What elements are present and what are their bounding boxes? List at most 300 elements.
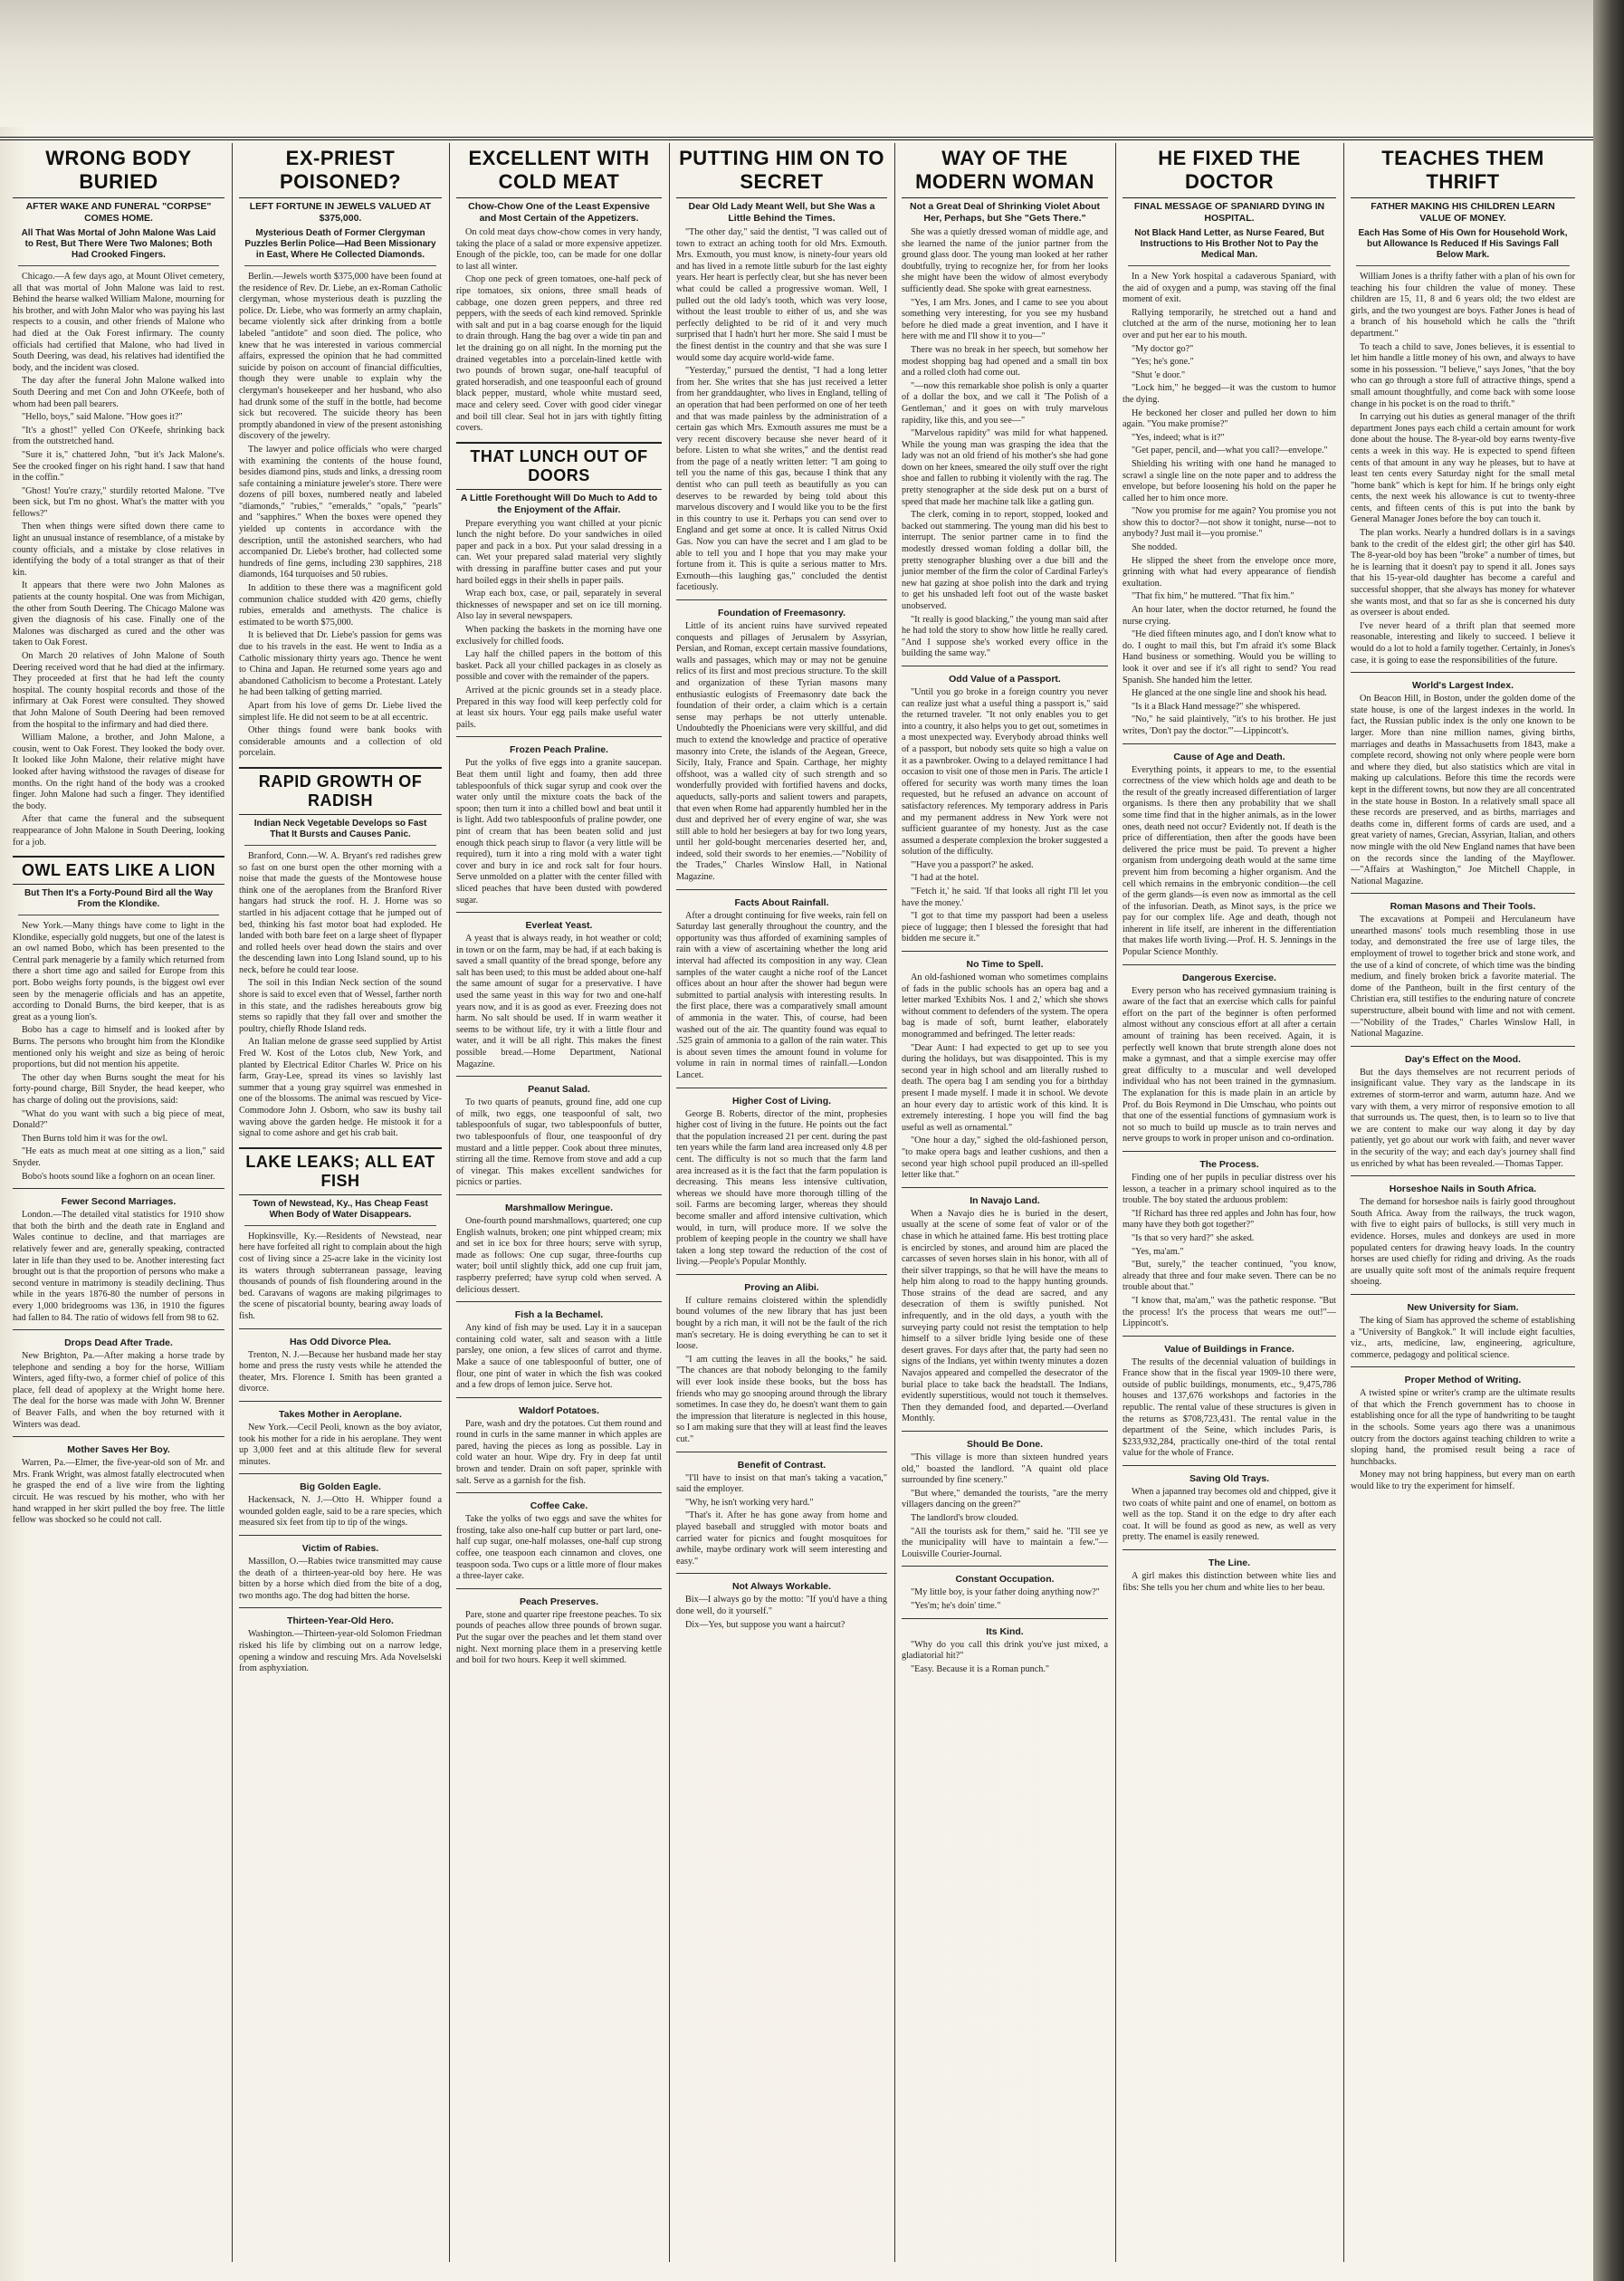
article <box>456 147 662 435</box>
article-rule <box>456 442 662 444</box>
article-paragraph: In a New York hospital a cadaverous Spaniard, with the aid of oxygen and a pump, was staving off the final moment of exit. <box>1122 272 1336 305</box>
article-paragraph: "It's a ghost!" yelled Con O'Keefe, shrinking back from the outstretched hand. <box>13 425 224 447</box>
article-paragraph: When a japanned tray becomes old and chipped, give it two coats of white paint and one of enamel, on bottom as well as the top. Stand it on the edge to dry after each coat. It will be found as good as new, as well as very pretty. The enamel is easily renewed. <box>1122 1487 1336 1543</box>
article <box>1122 964 1336 1145</box>
article <box>1351 1366 1575 1492</box>
article-paragraph: Chicago.—A few days ago, at Mount Olivet cemetery, all that was mortal of John Malone was laid to rest. Behind the hearse walked William Malone, mourning for his brother, and with John Malor who was paying his last respects to a cousin, and other friends of Malone who had died at the Oak Forest infirmary. The county officials had certified that Malone, who had lived in South Deering, was dead, his relatives had identified the body, and the incident was closed. <box>13 272 224 373</box>
article-paragraph: William Malone, a brother, and John Malone, a cousin, went to Oak Forest. They looked the body over. It looked like John Malone, their relative might have looked after having withstood the ravages of disease for months. On the right hand of the body was a crooked finger. John Malone had such a finger. They identified the body. <box>13 733 224 811</box>
article <box>239 767 442 1140</box>
article-subhead: Day's Effect on the Mood. <box>1405 1053 1521 1065</box>
article-paragraph: "What do you want with such a big piece of meat, Donald?" <box>13 1108 224 1131</box>
article <box>456 1397 662 1488</box>
article-paragraph: Washington.—Thirteen-year-old Solomon Friedman risked his life by climbing out on a narrow ledge, opening a window and rescuing Mrs. Ada Novelselski from asphyxiation. <box>239 1629 442 1674</box>
article-paragraph: But the days themselves are not recurrent periods of insignificant value. They vary as the landscape in its extremes of storm-terror and warm, autumn haze. And we vary with them, a very mirror of responsive emotion to all that surrounds us. The quest, then, is to learn so to live that we are content to make our way along it day by day patiently, yet go about our work with faith, and never waver in the security of the way; and each day's journey shall find us enriched by what has been revealed.—Thomas Tapper. <box>1351 1067 1575 1169</box>
article-subdeck: Not Black Hand Letter, as Nurse Feared, But Instructions to His Brother Not to Pay the Medical Man. <box>1128 228 1331 266</box>
article-subhead: No Time to Spell. <box>966 959 1044 971</box>
article-rule <box>1122 743 1336 744</box>
article-paragraph: Berlin.—Jewels worth $375,000 have been found at the residence of Rev. Dr. Liebe, an ex-Roman Catholic clergyman, whose mysterious death is puzzling the police. Dr. Liebe, who was formerly an army chaplain, became violently sick after drinking from a bottle labeled "antidote" and soon died. The police, who knew that he was interested in various commercial affairs, expressed the opinion that he had committed suicide by poison on account of financial difficulties, though they were unable to explain why the clergyman's housekeeper and her husband, who also had drunk some of the stuff in the bottle, had become sick but recovered. The suicide theory has been promptly abandoned in view of the present astonishing discovery of the jewelry. <box>239 272 442 442</box>
column-rule <box>232 143 233 2262</box>
article-paragraph: "Why do you call this drink you've just mixed, a gladiatorial hit?" <box>902 1639 1108 1662</box>
article-paragraph: "I am cutting the leaves in all the books," he said. "The chances are that nobody belonging to the family will ever look inside these books, but the boss has friends who may go snooping around through the library sometimes. In case they do, he doesn't want them to gain the impression that literature is neglected in this house, so I am making sure that they will at least find the leaves cut." <box>676 1354 887 1444</box>
column-rule <box>1343 143 1344 2262</box>
article <box>902 666 1108 945</box>
article-rule <box>902 1431 1108 1432</box>
column-rule <box>449 143 450 2262</box>
article <box>239 1473 442 1529</box>
article-paragraph: On March 20 relatives of John Malone of South Deering received word that he had died at the infirmary. They proceeded at first that he had left the county hospital. The county hospital records and those of the infirmary at Oak Forest were consulted. They showed that John Malone of South Deering had been removed from the hospital to the infirmary and had died there. <box>13 651 224 730</box>
article-subhead: Saving Old Trays. <box>1189 1473 1270 1485</box>
article <box>902 1431 1108 1560</box>
article-subhead: Thirteen-Year-Old Hero. <box>287 1615 394 1627</box>
article-headline: OWL EATS LIKE A LION <box>13 861 224 885</box>
article-rule <box>13 856 224 858</box>
article-paragraph: Finding one of her pupils in peculiar distress over his lesson, a teacher in a primary school inquired as to the trouble. The boy stated the arduous problem: <box>1122 1172 1336 1206</box>
article <box>1122 147 1336 738</box>
article-subhead: Victim of Rabies. <box>301 1543 379 1555</box>
article-subhead: New University for Siam. <box>1407 1301 1519 1313</box>
article-rule <box>456 1076 662 1077</box>
column-5 <box>896 143 1113 2271</box>
article-paragraph: "Yes'm; he's doin' time." <box>911 1600 1001 1611</box>
article-paragraph: Wrap each box, case, or pail, separately in several thicknesses of newspaper and set on ice till morning. Also lay in several newspapers. <box>456 589 662 622</box>
article-paragraph: New York.—Many things have come to light in the Klondike, especially gold nuggets, but one of the latest is an owl named Bobo, which has been presented to the Central park menagerie by a family which returned from there a short time ago and sailed for Europe from this port. Bobo weighs forty pounds, is the biggest owl ever seen by the menagerie officials and has an appetite, according to Donald Burns, the bird keeper, that is as great as a young lion's. <box>13 921 224 1022</box>
article-paragraph: Hopkinsville, Ky.—Residents of Newstead, near here have forfeited all right to complain about the high cost of living since a 25-acre lake in the vicinity lost its waters through subterranean passage, leaving thousands of pounds of fish floundering around in the bed. Caravans of wagons are making pilgrimages to the scene of piscatorial bounty, bearing away loads of fish. <box>239 1231 442 1321</box>
article-paragraph: "Hello, boys," said Malone. "How goes it?" <box>22 412 183 423</box>
article <box>456 736 662 906</box>
article-paragraph: After that came the funeral and the subsequent reappearance of John Malone in South Deering, looking for a job. <box>13 814 224 848</box>
article <box>1351 1046 1575 1170</box>
article-subdeck: But Then It's a Forty-Pound Bird all the Way From the Klondike. <box>18 888 219 915</box>
article <box>456 442 662 732</box>
article-subhead: Cause of Age and Death. <box>1173 751 1285 762</box>
article-paragraph: "I got to that time my passport had been a useless piece of luggage; then I blessed the foresight that had bidden me secure it." <box>902 911 1108 944</box>
article-paragraph: An hour later, when the doctor returned, he found the nurse crying. <box>1122 605 1336 627</box>
article-subhead: Drops Dead After Trade. <box>64 1337 173 1349</box>
article-paragraph: Shielding his writing with one hand he managed to scrawl a single line on the note paper and to address the envelope, but before loosening his hold on the paper he called her to him once more. <box>1122 458 1336 503</box>
article-subhead: Fish a la Bechamel. <box>514 1309 604 1321</box>
article-paragraph: "Yes, I am Mrs. Jones, and I came to see you about something very interesting, for you see my husband before he died made a great invention, and I have it here with me and I'll show it to you—" <box>902 297 1108 342</box>
article-headline: THAT LUNCH OUT OF DOORS <box>456 447 662 490</box>
article-paragraph: There was no break in her speech, but somehow her modest shopping bag had opened and a small tin box and a rolled cloth had come out. <box>902 344 1108 379</box>
article-rule <box>239 1401 442 1402</box>
article <box>1122 1549 1336 1594</box>
article-paragraph: New York.—Cecil Peoli, known as the boy aviator, took his mother for a ride in his aeroplane. They went up 3,000 feet and at this altitude flew for several minutes. <box>239 1422 442 1467</box>
article-paragraph: A yeast that is always ready, in hot weather or cold; in town or on the farm, may be had, if at each baking is saved a small quantity of the bread sponge, before any salt has been used; to this must be added about one-half the same amount of sugar for a preservative. I have used the same yeast in this way for two and one-half years now, and it is as good as ever. Freezing does not harm. No salt should be used. If in warm weather it seems to be without life, try it with a little flour and water, and it will be all right. This makes the finest possible bread.—Home Department, National Magazine. <box>456 934 662 1069</box>
article <box>13 1436 224 1527</box>
article-subdeck: All That Was Mortal of John Malone Was Laid to Rest, But There Were Two Malones; Both Had Crooked Fingers. <box>18 228 219 266</box>
article-headline: EXCELLENT WITH COLD MEAT <box>456 147 662 198</box>
article-rule <box>239 1535 442 1536</box>
article-rule <box>1351 1046 1575 1047</box>
article-paragraph: "It really is good blacking," the young man said after he had told the story to show how little he really cared. "And I suppose she's worked every office in the building the same way." <box>902 614 1108 659</box>
article-rule <box>1351 1175 1575 1176</box>
article <box>676 1452 887 1568</box>
article-paragraph: He beckoned her closer and pulled her down to him again. "You make promise?" <box>1122 407 1336 430</box>
article-paragraph: "Now you promise for me again? You promise you not show this to doctor?—not show it tonight, nurse—not to anybody? Just mail it—you promise." <box>1122 506 1336 540</box>
article-headline: WAY OF THE MODERN WOMAN <box>902 147 1108 198</box>
article-subhead: Should Be Done. <box>967 1439 1043 1450</box>
masthead-rule <box>0 137 1593 140</box>
article <box>13 1188 224 1324</box>
article-paragraph: Little of its ancient ruins have survived repeated conquests and pillages of Jerusalem by Assyrian, Persian, and Roman, except certain massive foundations, walls and passages, which may or may not be genuine relics of its first and most precious structure. To the skill and organization of these Tyrian masons many enthusiastic eulogists of Freemasonry date back the foundation of their order, a claim which is a certain sense may perhaps be not utterly untenable. Undoubtedly the Phoenicians were very skillful, and did much to extend the knowledge and practice of operative masonry into Crete, the islands of the Aegean, Greece, Sicily, Italy, France and Spain. Carthage, her mighty offshoot, was a walled city of such strength and so wonderfully provided with fortified havens and docks, aqueducts, sally-ports and salient towers and parapets, that even when Rome had apparently humbled her in the dust and deprived her of every engine of war, she was still able to hold her besiegers at bay for two long years, until her gold-bought mercenaries deserted her, and, indeed, sold their swords to her enemies.—"Nobility of the Trades," Charles Winslow Hall, in National Magazine. <box>676 621 887 883</box>
article-paragraph: Chop one peck of green tomatoes, one-half peck of ripe tomatoes, six onions, three small heads of cabbage, one dozen green peppers, and three red peppers, with the seeds of each kind removed. Sprinkle with salt and put in a bag coarse enough for the liquid to drain through. Hang the bag over a wide tin pan and let the draining go on all night. In the morning put the drained vegetables into a porcelain-lined kettle with two pounds of brown sugar, one-half teacupful of grated horseradish, and one teaspoonful each of ground black pepper, mustard, whole white mustard seed, mace and celery seed. Cover with good cider vinegar and boil till clear. Seal hot in jars with tightly fitting covers. <box>456 274 662 434</box>
article-paragraph: "Is that so very hard?" she asked. <box>1132 1232 1255 1243</box>
article-paragraph: An Italian melone de grasse seed supplied by Artist Fred W. Kost of the Lotos club, New York, and planted by Electrical Editor Charles W. Price on his farm, Gray-Lee, spread its vines so lavishly last summer that a young gray squirrel was enmeshed in one of the blossoms. The animal was rescued by Vice-Commodore John J. Osborn, who saw its bushy tail waving above the garden hedge. He mistook it for a signal to come ashore and get his crab bait. <box>239 1037 442 1139</box>
column-6 <box>1117 143 1342 2271</box>
column-7 <box>1345 143 1581 2271</box>
article-rule <box>456 912 662 913</box>
article-rule <box>676 599 887 600</box>
article-rule <box>676 1274 887 1275</box>
article <box>239 1401 442 1468</box>
article-paragraph: Massillon, O.—Rabies twice transmitted may cause the death of a thirteen-year-old boy here. He was bitten by a horse which died from the bite of a dog, two months ago. The dog had bitten the horse. <box>239 1557 442 1601</box>
article-paragraph: When a Navajo dies he is buried in the desert, usually at the scene of some feat of valor or of the chase in which he attained fame. His best trotting place is encircled by stones, and around him are placed the carcasses of seven horses slain in his honor, with all of their silver trappings, so that he will have the means to help him along to road to the happy hunting grounds. Those strains of the dead are sacred, and any desecration of them is swiftly punished. Not infrequently, and in the old days, a youth with the surveying party could not resist the temptation to help himself to a silver bridle lying beside one of these desert graves. For days after that, the party had seen no signs of the Indians, yet within twenty minutes a dozen Navajos appeared and compelled the desecrator of the burial place to take back the headstall. The Indians, evidently superstitious, would not touch it themselves. Then they demanded food, and departed.—Overland Monthly. <box>902 1208 1108 1424</box>
article-paragraph: The lawyer and police officials who were charged with examining the contents of the house found, besides diamond pins, studs and links, a dressing room safe containing a miniature jeweler's store. There were dozens of pill boxes, numbered neatly and labeled "diamonds," "rubies," "emeralds," "opals," "pearls" and "sapphires." When the boxes were opened they yielded up contents in accordance with the description, until the astonished searchers, who had accompanied Dr. Liebe's brother, had collected some hundreds of fine gems, including 230 sapphires, 218 diamonds, 164 turquoises and 50 rubies. <box>239 444 442 580</box>
article <box>676 1573 887 1631</box>
article-paragraph: Everything points, it appears to me, to the essential correctness of the view which holds age and death to be the result of the greatly increased differentiation of larger organisms. Is there then any probability that we shall some time find that in the higher animals, as in the lower ones, death need not occur? Evidently not. If death is the price of differentiation, then after the goods have been delivered the price must be paid. To prevent a higher organism from undergoing death would at the same time prevent him from becoming a higher organism. And the cell which remains in the embryonic condition—the cell of the germ glands—is even now as immortal as the cell of the infusorian. Death, as Minot says, is the price we pay for our complex life. Age and death, though not inherent in life itself, are inherent in the differentiation that makes life worth living.—Prof. H. S. Jennings in the Popular Science Monthly. <box>1122 764 1336 958</box>
article-paragraph: She was a quietly dressed woman of middle age, and she learned the name of the junior partner from the ground glass door. The young man looked at her rather doubtfully, trying to recognize her, for from her looks she might have been the widow of almost everybody sufficiently dead. She spoke with great earnestness. <box>902 227 1108 294</box>
article-paragraph: An old-fashioned woman who sometimes complains of fads in the public schools has an opera bag and a letter marked 'Exhibits Nos. 1 and 2,' which she shows without comment to defenders of the system. The opera bag is made of soft, burnt leather, elaborately monogrammed and befringed. The letter reads: <box>902 973 1108 1040</box>
article-paragraph: In carrying out his duties as general manager of the thrift department Jones pays each child a certain amount for work done about the house. The 8-year-old boy earns twenty-five cents a week in this way. He is expected to spend fifteen cents of that amount in any way he pleases, but to have at least ten cents every Saturday night for the small metal "home bank" which is kept for him. If he brings only eight cents, the next week his allowance is cut to twenty-three cents, and fifteen cents of this is put into the bank by General Manager Jones before the boy can touch it. <box>1351 412 1575 525</box>
article <box>13 147 224 848</box>
article-paragraph: "No," he said plaintively, "it's to his brother. He just writes, 'Don't pay the doctor.'"—Lippincott's. <box>1122 714 1336 736</box>
article <box>1351 893 1575 1040</box>
article-paragraph: "Dear Aunt: I had expected to get up to see you during the holidays, but was disappointed. This is my second year in high school and am literally rushed to death. The opera bag I am sending you for a birthday present I made myself. I made it in school. We devote an hour every day to artistic work of this kind. It is extremely interesting. I hope you will find the bag useful as well as ornamental." <box>902 1042 1108 1133</box>
article-paragraph: The other day when Burns sought the meat for his forty-pound charge, Bill Snyder, the head keeper, who has charge of doling out the provisions, said: <box>13 1072 224 1106</box>
article-paragraph: When packing the baskets in the morning have one exclusively for chilled foods. <box>456 625 662 647</box>
article-paragraph: Arrived at the picnic grounds set in a steady place. Prepared in this way food will keep perfectly cold for at least six hours. Your egg pails make useful water pails. <box>456 685 662 730</box>
article <box>676 1274 887 1446</box>
article <box>239 147 442 760</box>
article-paragraph: New Brighton, Pa.—After making a horse trade by telephone and sending a boy for the horse, William Winters, aged fifty-two, a former chief of police of this place, fell dead of apoplexy at the Wright home here. The deal for the horse was made with John W. Brenner of Beaver Falls, and when the boy returned with it Winters was dead. <box>13 1351 224 1430</box>
article-subdeck: Each Has Some of His Own for Household Work, but Allowance Is Reduced If His Savings Fall Below Mark. <box>1356 228 1570 266</box>
article <box>1122 1336 1336 1460</box>
article-subhead: Roman Masons and Their Tools. <box>1390 901 1536 913</box>
article-paragraph: "This village is more than sixteen hundred years old," boasted the landlord. "A quaint old place surrounded by fine scenery." <box>902 1452 1108 1486</box>
page-top-shading <box>0 0 1624 127</box>
article-paragraph: "But where," demanded the tourists, "are the merry villagers dancing on the green?" <box>902 1488 1108 1510</box>
article-subhead: Higher Cost of Living. <box>731 1095 832 1107</box>
article-paragraph: The demand for horseshoe nails is fairly good throughout South Africa. Away from the railways, the truck wagon, with five to eight pairs of bullocks, is still very much in evidence. Horses, mules and donkeys are used in more populated centers for drawing heavy loads. In the country horses are used chiefly for riding and driving. As the roads are usually quite soft most of the animals require frequent shoeing. <box>1351 1197 1575 1288</box>
article <box>676 147 887 594</box>
article-subdeck: Indian Neck Vegetable Develops so Fast That It Bursts and Causes Panic. <box>244 819 436 846</box>
article-rule <box>1351 1294 1575 1295</box>
article-paragraph: "He eats as much meat at one sitting as a lion," said Snyder. <box>13 1146 224 1168</box>
article <box>676 1088 887 1269</box>
article <box>239 1535 442 1602</box>
article-paragraph: "I know that, ma'am," was the pathetic response. "But the process! It's the process that wears me out!"—Lippincott's. <box>1122 1295 1336 1329</box>
article <box>902 147 1108 660</box>
article-rule <box>1351 1366 1575 1367</box>
article-paragraph: Every person who has received gymnasium training is aware of the fact that an exercise which calls for painful effort on the part of the beginner is often performed almost without any conscious effort at all after a certain amount of training has been received. Again, it is perfectly well known that brute strength alone does not make a gymnast, and that a simple exercise may offer great difficulty to a muscular and well developed individual who has not been trained in the gymnasium. The explanation for this is made plain in an article by Prof. du Bois Reymond in Die Umschau, who points out that one of the essential functions of gymnasium work is not so much to build up muscle as to train nerves and nerve groups to work in proper unison and co-ordination. <box>1122 985 1336 1145</box>
article-paragraph: Then Burns told him it was for the owl. <box>22 1133 168 1144</box>
article-paragraph: The excavations at Pompeii and Herculaneum have unearthed masons' tools much resembling those in use today, and demonstrated the free use of large tiles, the employment of trowel to together brick and stone work, and the use of a kind of concrete, of which time was the binding medium, and finely broken brick a favorite material. The dome of the Pantheon, built in the first century of the Christian era, still testifies to the enduring nature of concrete superstructure, albeit bound with lime and not with cement.—"Nobility of the Trades," Charles Winslow Hall, in National Magazine. <box>1351 915 1575 1040</box>
article <box>902 1187 1108 1425</box>
article-paragraph: Bobo has a cage to himself and is looked after by Burns. The persons who brought him from the Klondike mentioned only his weight and size as being of heroic proportions, but did not mention his appetite. <box>13 1025 224 1070</box>
article-headline: RAPID GROWTH OF RADISH <box>239 772 442 815</box>
article-paragraph: The king of Siam has approved the scheme of establishing a "University of Bangkok." It will include eight faculties, viz., arts, medicine, law, engineering, agriculture, commerce, pedagogy and political science. <box>1351 1315 1575 1360</box>
article-subhead: In Navajo Land. <box>970 1194 1040 1206</box>
article-deck: A Little Forethought Will Do Much to Add to the Enjoyment of the Affair. <box>460 492 658 515</box>
article-rule <box>1351 893 1575 894</box>
article-paragraph: It is believed that Dr. Liebe's passion for gems was due to his travels in the east. He went to India as a Catholic missionary thirty years ago. Thence he went to China and Japan. He returned some years ago and abandoned Catholicism to become a Protestant. Lately he had been talking of getting married. <box>239 630 442 698</box>
article-rule <box>1122 1465 1336 1466</box>
article <box>902 951 1108 1182</box>
article-paragraph: "That fix him," he muttered. "That fix him." <box>1132 591 1294 602</box>
article-paragraph: "Yes; he's gone." <box>1132 357 1194 368</box>
article-rule <box>239 1147 442 1149</box>
article-subhead: Value of Buildings in France. <box>1164 1343 1294 1355</box>
article-paragraph: He glanced at the one single line and shook his head. <box>1132 688 1327 699</box>
article-paragraph: The clerk, coming in to report, stopped, looked and backed out stammering. The young man did his best to interrupt. The senior partner came in to find the modestly dressed woman folding a dollar bill, the pretty stenographer blushing over a due bill and the junior member of the firm the color of Cardinal Farley's new hat gazing at shoe polish into the dark and trying to get his unshaded left foot out of the waste basket unobserved. <box>902 510 1108 611</box>
article-rule <box>456 1492 662 1493</box>
article-paragraph: Hackensack, N. J.—Otto H. Whipper found a wounded golden eagle, said to be a rare species, which measured six feet from tip to tip of the wings. <box>239 1495 442 1529</box>
article-paragraph: Branford, Conn.—W. A. Bryant's red radishes grew so fast on one burst open the other morning with a noise that made the guests of the Montowese house think one of the aeroplanes from the Branford River hangars had struck the roof. H. J. Horne was so startled in his adjacent cottage that he jumped out of bed, thinking his fast motor boat had exploded. He landed with both bare feet on a large sheet of flypaper and rolled heels over head down the stairs and over the descending lawn into Long Island sound, up to his neck, before he could tear loose. <box>239 850 442 975</box>
article-paragraph: Any kind of fish may be used. Lay it in a saucepan containing cold water, salt and season with a little parsley, one onion, a few slices of carrot and thyme. Make a sauce of one tablespoonful of butter, one of flour, one pint of water in which the fish was cooked and a few drops of lemon juice. Serve hot. <box>456 1323 662 1391</box>
article <box>456 1076 662 1189</box>
article-paragraph: A girl makes this distinction between white lies and fibs: She tells you her chum and white lies to her beau. <box>1122 1571 1336 1593</box>
article-paragraph: Take the yolks of two eggs and save the whites for frosting, take also one-half cup butter or part lard, one-half cup sugar, one-half molasses, one-half cup strong coffee, one teaspoon each cinnamon and cloves, one teaspoon soda. Two cups or a little more of flour makes a three-layer cake. <box>456 1514 662 1582</box>
article-subhead: Coffee Cake. <box>530 1500 588 1512</box>
article <box>239 1147 442 1323</box>
column-1 <box>7 143 230 2271</box>
article <box>13 1329 224 1431</box>
article-rule <box>1122 1549 1336 1550</box>
article <box>1351 672 1575 887</box>
article-paragraph: "Is it a Black Hand message?" she whispered. <box>1132 701 1301 712</box>
article-subhead: Proving an Alibi. <box>744 1281 819 1293</box>
article-subdeck: Mysterious Death of Former Clergyman Puzzles Berlin Police—Had Been Missionary in East, Where He Collected Diamonds. <box>244 228 436 266</box>
article-paragraph: "One hour a day," sighed the old-fashioned person, "to make opera bags and leather cushions, and then a second year high school pupil produced an ill-spelled letter like that." <box>902 1136 1108 1181</box>
article-paragraph: George B. Roberts, director of the mint, prophesies higher cost of living in the future. He points out the fact that the population increased 21 per cent. during the past ten years while the farm land area increased only 4.8 per cent. The difficulty is not so much that the farm land area increased as it is the fact that the farm population is decreasing. This means less intensive cultivation, whereas we should have more thorough tilling of the soil. Farms are becoming larger, whereas they should become smaller and afford intensive cultivation, which would, in turn, will produce more. If we solve the problem of keeping people in the country we shall have taken a long step toward the reduction of the cost of living.—People's Popular Monthly. <box>676 1108 887 1268</box>
article-paragraph: "If Richard has three red apples and John has four, how many have they both got together?" <box>1122 1208 1336 1231</box>
article-rule <box>239 1328 442 1329</box>
article-paragraph: "'Have you a passport?' he asked. <box>911 859 1034 870</box>
column-rule <box>669 143 670 2262</box>
article-subhead: The Process. <box>1199 1158 1259 1170</box>
article <box>676 599 887 884</box>
article-paragraph: In addition to these there was a magnificent gold communion chalice studded with 420 gems, chiefly rubies, emeralds and amethysts. The chalice is estimated to be worth $75,000. <box>239 583 442 628</box>
article-paragraph: "Sure it is," chattered John, "but it's Jack Malone's. See the crooked finger on his right hand. I saw that hand in the coffin." <box>13 449 224 484</box>
article-subhead: Frozen Peach Praline. <box>509 744 609 756</box>
article-paragraph: Lay half the chilled papers in the bottom of this basket. Pack all your chilled packages in as closely as possible and cover with the remainder of the papers. <box>456 649 662 683</box>
article <box>239 1607 442 1674</box>
article-paragraph: Money may not bring happiness, but every man on earth would like to try the experiment for himself. <box>1351 1470 1575 1492</box>
article-paragraph: "'Fetch it,' he said. 'If that looks all right I'll let you have the money.' <box>902 887 1108 908</box>
article-paragraph: On Beacon Hill, in Boston, under the golden dome of the state house, is one of the largest indexes in the world. In fact, the Russian public index is the only one known to be larger. More than nine million names, giving births, marriages and deaths in Massachusetts from 1843, make a complete record, showing not only where people were born and where they died, but also statistics which are vital in making up calculations. Before this time the records were kept in the different towns, but now they are all concentrated in the state house in Boston. In a relatively small space all these records are preserved, and as births, marriages and deaths come in, different forms of cards are used, and a great variety of names, Grecian, Assyrian, Italian, and others now mingle with the old New England names that have been on the records since the landing of the Mayflower.—"Affairs at Washington," Joe Mitchell Chapple, in National Magazine. <box>1351 694 1575 887</box>
article-paragraph: Pare, wash and dry the potatoes. Cut them round and round in curls in the same manner in which apples are pared, having the pieces as long as possible. Lay in cold water an hour. Wipe dry. Fry in deep fat until brown and tender. Drain on soft paper, sprinkle with salt. Serve as a garnish for the fish. <box>456 1418 662 1486</box>
article-paragraph: Prepare everything you want chilled at your picnic lunch the night before. Do your sandwiches in oiled paper and pack in a box. Put your salad dressing in a can. Wet your prepared salad material very slightly with dressing in paraffine butter cases and put your hard boiled eggs in their shells in paper pails. <box>456 518 662 586</box>
article-rule <box>239 1473 442 1474</box>
article-headline: LAKE LEAKS; ALL EAT FISH <box>239 1153 442 1195</box>
article-rule <box>676 1573 887 1574</box>
article-paragraph: To teach a child to save, Jones believes, it is essential to let him handle a little money of his own, and always to have some in his possession. "I believe," says Jones, "that the boy who can go through a store full of attractive things, spend a small amount thoughtfully, and come back with some loose change in his pocket is on the road to thrift." <box>1351 341 1575 409</box>
article-paragraph: "Ghost! You're crazy," sturdily retorted Malone. "I've been sick, but I'm no ghost. What's the matter with you fellows?" <box>13 485 224 519</box>
article-subhead: Fewer Second Marriages. <box>61 1196 177 1208</box>
article <box>1351 1294 1575 1361</box>
article-headline: PUTTING HIM ON TO SECRET <box>676 147 887 198</box>
column-rule <box>894 143 895 2262</box>
article <box>456 1492 662 1583</box>
article-paragraph: Trenton, N. J.—Because her husband made her stay home and press the rusty vests while he attended the theater, Mrs. Florence I. Smith has been granted a divorce. <box>239 1349 442 1394</box>
article-deck: FATHER MAKING HIS CHILDREN LEARN VALUE OF MONEY. <box>1371 201 1555 224</box>
article-subhead: Constant Occupation. <box>955 1574 1055 1586</box>
article-paragraph: "—now this remarkable shoe polish is only a quarter of a dollar the box, and we call it 'The Polish of a Gentleman,' and it goes on with truly marvelous rapidity, like this, and you see—" <box>902 380 1108 426</box>
article-paragraph: "That's it. After he has gone away from home and played baseball and struggled with motor boats and carried water for picnics and fought mosquitoes for awhile, maybe ordinary work will seem interesting and easy." <box>676 1510 887 1567</box>
article-rule <box>456 736 662 737</box>
article <box>1122 1465 1336 1544</box>
article-subhead: Its Kind. <box>986 1625 1024 1637</box>
article-paragraph: "All the tourists ask for them," said he. "I'll see ye the municipality will have to maintain a few."—Louisville Courier-Journal. <box>902 1526 1108 1559</box>
article-subhead: Has Odd Divorce Plea. <box>289 1336 392 1347</box>
article-paragraph: "My doctor go?" <box>1132 343 1194 354</box>
article <box>902 1566 1108 1612</box>
article <box>676 889 887 1082</box>
article-subhead: Benefit of Contrast. <box>737 1459 826 1471</box>
article-subhead: Mother Saves Her Boy. <box>67 1444 170 1456</box>
column-2 <box>234 143 447 2271</box>
article-paragraph: The day after the funeral John Malone walked into South Deering and met Con and John O'Keefe, both of whom had been pall bearers. <box>13 376 224 409</box>
column-rule <box>1115 143 1116 2262</box>
article <box>1122 743 1336 959</box>
column-4 <box>671 143 893 2271</box>
article-headline: EX-PRIEST POISONED? <box>239 147 442 198</box>
article-headline: WRONG BODY BURIED <box>13 147 224 198</box>
article-paragraph: It appears that there were two John Malones as patients at the county hospital. One was from Michigan, the other from South Deering. The Chicago Malone was given the diagnosis of his case. Finally one of the Malones was discharged as cured and the other was taken to Oak Forest. <box>13 580 224 648</box>
article-paragraph: "Yesterday," pursued the dentist, "I had a long letter from her. She writes that she has just received a letter from her granddaughter, who lives in England, telling of an operation that had been performed on one of her teeth and that was made painless by the administration of a certain gas which Mrs. Exmouth assures me must be a very recent discovery because she never heard of it before. Listen to what she writes," and the dentist read from the page of a neatly written letter: "I am going to tell you the name of this gas, because I think that any dentist who can pull teeth as beautifully as you can deserves to be rewarded by being told about this marvelous discovery and I would like you to be the first in this country to use it. Perhaps you can send over to England and get some at once. It is called Nitrus Oxid Gas. Now you can have the secret and I am glad to be able to tell you and I hope that you may make your fortune from it. This is quite a serious matter to Mrs. Exmouth—this laughing gas," concluded the dentist facetiously. <box>676 366 887 593</box>
article-paragraph: Dix—Yes, but suppose you want a haircut? <box>685 1619 845 1630</box>
article-rule <box>239 767 442 769</box>
article-paragraph: Warren, Pa.—Elmer, the five-year-old son of Mr. and Mrs. Frank Wright, was almost fatally electrocuted when he grasped the end of a live wire from the lighting circuit. He was rescued by his mother, who with her hand wrapped in her skirt pulled the boy free. The little fellow was shocked so he could not call. <box>13 1458 224 1526</box>
article-rule <box>902 1187 1108 1188</box>
article-paragraph: On cold meat days chow-chow comes in very handy, taking the place of a salad or more expensive appetizer. Enough of the pickle, too, can be made for one dollar to last all winter. <box>456 227 662 272</box>
article-subhead: Takes Mother in Aeroplane. <box>279 1408 402 1420</box>
article-deck: Not a Great Deal of Shrinking Violet About Her, Perhaps, but She "Gets There." <box>909 201 1101 224</box>
article-subhead: Marshmallow Meringue. <box>504 1202 614 1213</box>
article-paragraph: To two quarts of peanuts, ground fine, add one cup of milk, two eggs, one teaspoonful of salt, two tablespoonfuls of sugar, two tablespoonfuls of butter, two tablespoonfuls of flour, one teaspoonful of dry mustard and a little pepper. Cook about three minutes, stirring all the time. Remove from stove and add a cup of vinegar. This makes excellent sandwiches for picnics or parties. <box>456 1097 662 1188</box>
article-subdeck: Town of Newstead, Ky., Has Cheap Feast When Body of Water Disappears. <box>244 1199 436 1226</box>
column-3 <box>451 143 667 2271</box>
article-paragraph: "Marvelous rapidity" was mild for what happened. While the young man was grasping the idea that the lady was not an old friend of his mother's she had gone down on her knees, smeared the oily stuff over the right shoe and fallen to rubbing it violently with the rag. The pretty stenographer at the side desk put on a burst of speed that made her machine talk like a gatling gun. <box>902 428 1108 507</box>
article-paragraph: "Get paper, pencil, and—what you call?—envelope." <box>1132 446 1328 456</box>
article <box>902 1618 1108 1676</box>
article-rule <box>456 1588 662 1589</box>
article <box>239 1328 442 1395</box>
article-paragraph: Put the yolks of five eggs into a granite saucepan. Beat them until light and foamy, then add three tablespoonfuls of thick sugar syrup and cook over the water only until the mixture coats the back of the spoon; then turn it into a chilled bowl and beat until it is light. Add two tablespoonfuls of praline powder, one pint of cream that has been beaten solid and just enough thick peach sirup to flavor (a very little will be required), turn it into a ring mold with a water tight cover and bury in ice and rock salt for four hours. Serve unmolded on a platter with the center filled with sliced peaches that have been dusted with powdered sugar. <box>456 758 662 906</box>
article-paragraph: Bobo's hoots sound like a foghorn on an ocean liner. <box>22 1171 215 1182</box>
article-deck: FINAL MESSAGE OF SPANIARD DYING IN HOSPITAL. <box>1133 201 1325 224</box>
article <box>456 912 662 1070</box>
page-binding-edge <box>1593 0 1624 2281</box>
article-paragraph: "Yes, ma'am." <box>1132 1246 1184 1257</box>
article-rule <box>456 1301 662 1302</box>
article-paragraph: She nodded. <box>1132 542 1178 553</box>
article-subhead: Big Golden Eagle. <box>300 1481 381 1493</box>
article-paragraph: Apart from his love of gems Dr. Liebe lived the simplest life. He did not seem to be at all eccentric. <box>239 700 442 723</box>
article-paragraph: Rallying temporarily, he stretched out a hand and clutched at the arm of the nurse, motioning her to lean over and put her ear to his mouth. <box>1122 307 1336 340</box>
article-subhead: Horseshoe Nails in South Africa. <box>1389 1184 1537 1195</box>
article-rule <box>456 1194 662 1195</box>
article-paragraph: Pare, stone and quarter ripe freestone peaches. To six pounds of peaches allow three pounds of brown sugar. Put the sugar over the peaches and let them stand over night. Next morning place them in a preserving kettle and boil for two hours. Keep it well skimmed. <box>456 1609 662 1666</box>
article-paragraph: "Shut 'e door." <box>1132 369 1186 380</box>
article-paragraph: "Until you go broke in a foreign country you never can realize just what a useful thing a passport is," said the returned traveler. "It not only enables you to get into a country, it also helps you to get out, sometimes in a most unexpected way. Everybody abroad thinks well of a passport, but nobody sets quite so high a value on it as a pawnbroker. Owing to a delayed remittance I had occasion to visit one of those men in Paris. The article I offered for security was worth many times the loan requested, but he refused an advance on account of satisfactory references. My temporary address in Paris and my permanent address in New York were not sufficient guarantee of my honesty. Just as the case assumed a desperate complexion the broker suggested a solution of the difficulty. <box>902 686 1108 858</box>
article-paragraph: Other things found were bank books with considerable amounts and a collection of old porcelain. <box>239 725 442 759</box>
article-subhead: Waldorf Potatoes. <box>519 1404 599 1416</box>
article-deck: LEFT FORTUNE IN JEWELS VALUED AT $375,000. <box>249 201 432 224</box>
article-rule <box>13 1436 224 1437</box>
article-deck: Chow-Chow One of the Least Expensive and Most Certain of the Appetizers. <box>468 201 650 224</box>
article <box>1351 1175 1575 1289</box>
article-rule <box>902 1618 1108 1619</box>
article-rule <box>13 1188 224 1189</box>
article-rule <box>902 951 1108 952</box>
article-paragraph: "Easy. Because it is a Roman punch." <box>911 1663 1050 1674</box>
article-subhead: Proper Method of Writing. <box>1404 1375 1522 1386</box>
article-subhead: World's Largest Index. <box>1412 680 1514 692</box>
article-rule <box>456 1397 662 1398</box>
article-subhead: Peach Preserves. <box>520 1596 598 1607</box>
article-paragraph: "Yes, indeed; what is it?" <box>1132 432 1225 443</box>
article <box>1122 1151 1336 1330</box>
article-paragraph: The landlord's brow clouded. <box>911 1512 1018 1523</box>
article-subhead: Odd Value of a Passport. <box>949 673 1061 685</box>
article-subhead: Dangerous Exercise. <box>1182 972 1276 983</box>
article-paragraph: "I had at the hotel. <box>911 873 979 884</box>
article-paragraph: He slipped the sheet from the envelope once more, grinning with what had every appearance of fiendish exultation. <box>1122 555 1336 589</box>
article-rule <box>676 889 887 890</box>
article-headline: TEACHES THEM THRIFT <box>1351 147 1575 198</box>
article <box>1351 147 1575 666</box>
article-subhead: Everleat Yeast. <box>525 920 593 932</box>
article-rule <box>1351 672 1575 673</box>
article-rule <box>13 1329 224 1330</box>
article-paragraph: "Why, he isn't working very hard." <box>685 1497 814 1508</box>
article <box>456 1194 662 1296</box>
article <box>13 856 224 1183</box>
article-paragraph: "He died fifteen minutes ago, and I don't know what to do. I ought to mail this, but I'm afraid it's some Black Hand business or something. Would you be willing to look it over and see if it's all right to send? You read Spanish. She handed him the letter. <box>1122 629 1336 685</box>
article-paragraph: "Lock him," he begged—it was the custom to humor the dying. <box>1122 383 1336 405</box>
article-rule <box>239 1607 442 1608</box>
article <box>456 1301 662 1392</box>
article-paragraph: I've never heard of a thrift plan that seemed more reasonable, interesting and likely to succeed. I believe it would do a lot to hold a family together. Certainly, in Jones's case, it is going to ease the responsibilities of the future. <box>1351 620 1575 666</box>
article-paragraph: If culture remains cloistered within the splendidly bound volumes of the new library that has just been bought by a rich man, it will not be the fault of the rich man's secretary. He is doing everything he can to set it loose. <box>676 1295 887 1352</box>
article-headline: HE FIXED THE DOCTOR <box>1122 147 1336 198</box>
article-paragraph: Bix—I always go by the motto: "If you'd have a thing done well, do it yourself." <box>676 1595 887 1616</box>
article <box>456 1588 662 1667</box>
article-subhead: Not Always Workable. <box>731 1581 832 1593</box>
article-paragraph: "My little boy, is your father doing anything now?" <box>911 1587 1100 1598</box>
article-paragraph: Then when things were sifted down there came to light an unusual instance of resemblance, of a mistake by county officials, and a mistake by close relatives in identifying the body of a total stranger as that of their kin. <box>13 522 224 578</box>
article-rule <box>902 1566 1108 1567</box>
article-subhead: The Line. <box>1208 1557 1251 1568</box>
article-rule <box>1122 1336 1336 1337</box>
article-subhead: Peanut Salad. <box>528 1084 590 1096</box>
article-paragraph: The results of the decennial valuation of buildings in France show that in the fiscal year 1909-10 there were, outside of public buildings, monuments, etc., 9,475,786 houses and 137,676 workshops and factories in the republic. The rental value of these structures is given in the returns as $708,723,431. The rental value in the department of the Seine, which includes Paris, is $233,932,284, practically one-third of the total rental value for the whole of France. <box>1122 1356 1336 1459</box>
article-paragraph: The plan works. Nearly a hundred dollars is in a savings bank to the credit of the eldest girl; the other girl has $40. The 8-year-old boy has been "broke" a number of times, but he is learning that it doesn't pay to spend it all. Jones says that his 15-year-old daughter has become a careful and successful shopper, that she always has money for whatever she wants most, and that so far as she is concerned his duty as overseer is about ended. <box>1351 528 1575 618</box>
article-subhead: Foundation of Freemasonry. <box>718 608 845 618</box>
article-paragraph: "I'll have to insist on that man's taking a vacation," said the employer. <box>676 1472 887 1495</box>
article-deck: AFTER WAKE AND FUNERAL "CORPSE" COMES HOME. <box>25 201 212 224</box>
article-paragraph: After a drought continuing for five weeks, rain fell on Saturday last generally throughout the country, and the opportunity was thus afforded of examining samples of rain with a view of ascertaining whether the long arid interval had affected its composition in any way. Clean samples of the water caught a niche roof of the Lancet offices about an hour after the shower had begun were submitted to partial analysis with interesting results. In the first place, there was a comparatively small amount of ammonia in the water. This, of course, had been washed out of the air. The quantity found was equal to .525 grain of ammonia to a gallon of the rain water. This is about seven times the amount found in volume for volume in rain in normal times of rainfall.—London Lancet. <box>676 910 887 1080</box>
article-paragraph: One-fourth pound marshmallows, quartered; one cup English walnuts, broken; one pint whipped cream; mix and set in ice box for three hours; serve with syrup, made as follows: One cup sugar, three-fourths cup water; boil until slightly thick, add one cup fruit jam, raspberry preferred; have syrup cold when served. A delicious dessert. <box>456 1215 662 1295</box>
article-paragraph: William Jones is a thrifty father with a plan of his own for teaching his four children the value of money. These children are 15, 11, 8 and 6 years old; the two eldest are girls, and the two youngest are boys. Father Jones is head of a branch of his household which he calls the "thrift department." <box>1351 272 1575 339</box>
article-subhead: Facts About Rainfall. <box>734 896 829 908</box>
article-paragraph: London.—The detailed vital statistics for 1910 show that both the birth and the death rate in England and Wales continue to decline, and that marriages are relatively fewer and are, generally speaking, contracted later in life than they used to be. Another interesting fact brought out is that the proportion of persons who make a second venture in matrimony is steadily declining. Thus while in the years 1876-80 the number of persons in every 1,000 bridegrooms was 136, in 1910 the figures had fallen to 84. The ratio of widows fell from 98 to 62. <box>13 1210 224 1323</box>
article-paragraph: The soil in this Indian Neck section of the sound shore is said to excel even that of Wessel, farther north in this state, and the radishes hereabouts grow big stems so rapidly that they fall over and smother the poultry, chiefly Rhode Island reds. <box>239 978 442 1034</box>
article-rule <box>1122 1151 1336 1152</box>
article-paragraph: "But, surely," the teacher continued, "you know, already that three and four make seven. There can be no trouble about that." <box>1122 1260 1336 1293</box>
article-paragraph: A twisted spine or writer's cramp are the ultimate results of that which the French government has to choose in establishing once for all the type of handwriting to be taught in the schools. Some years ago there was a unanimous outcry from the doctors against teaching children to write a sloping hand, the promised result being a race of hunchbacks. <box>1351 1388 1575 1467</box>
